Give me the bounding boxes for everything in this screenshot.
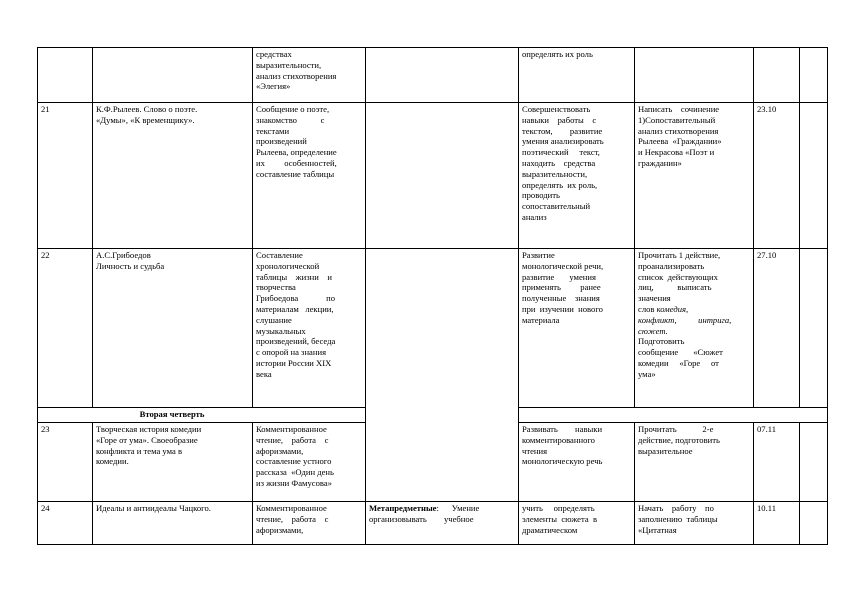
table-cell-content: Составление хронологической таблицы жизни и творчества Грибоедова по материалам лекции, слушание музыкальных произведений, беседа с опорой на знания истории России XIX века <box>256 250 336 379</box>
table-rule-bottom <box>37 544 828 545</box>
table-rule <box>37 501 828 502</box>
table-col-rule <box>799 47 800 407</box>
homework-prefix: слов <box>638 303 657 314</box>
table-rule-left <box>37 47 38 545</box>
table-cell-content: средствах выразительности, анализ стихотворения «Элегия» <box>256 49 337 92</box>
table-col-rule <box>518 47 519 545</box>
table-cell-number: 22 <box>41 250 50 260</box>
table-cell-homework: Написать сочинение 1)Сопоставительный анализ стихотворения Рылеева «Граждании» и Некрасова «Поэт и гражданин» <box>638 104 722 168</box>
table-col-rule <box>252 422 253 545</box>
table-cell-personal: Развивать навыки комментированного чтения монологическую речь <box>522 424 603 467</box>
table-cell-personal: Совершенствовать навыки работы с текстом, развитие умения анализировать поэтический текст, находить средства выразительности, определять их роль, проводить сопоставительный анализ <box>522 104 604 222</box>
table-col-rule <box>799 422 800 545</box>
table-cell-homework: Прочитать 2-е действие, подготовить выразительное <box>638 424 720 456</box>
table-rule <box>37 102 828 103</box>
table-cell-personal: Развитие монологической речи, развитие умения применять ранее полученные знания при изучении нового материала <box>522 250 604 325</box>
table-cell-date: 07.11 <box>757 424 777 434</box>
table-cell-content: Сообщение о поэте, знакомство с текстами произведений Рылеева, определение их особенностей, составление таблицы <box>256 104 337 179</box>
table-cell-topic: Идеалы и антиидеалы Чацкого. <box>96 503 211 513</box>
homework-term: сюжет. <box>638 325 668 336</box>
table-cell-number: 21 <box>41 104 50 114</box>
table-cell-homework <box>638 250 751 380</box>
section-header: Вторая четверть <box>139 409 205 419</box>
table-cell-topic: К.Ф.Рылеев. Слово о поэте. «Думы», «К временщику». <box>96 104 198 125</box>
homework-term: комедия, <box>656 303 689 314</box>
table-col-rule <box>753 47 754 407</box>
homework-line: проанализировать <box>638 260 705 271</box>
homework-line: список действующих <box>638 271 718 282</box>
table-col-rule <box>92 47 93 407</box>
table-col-rule <box>634 47 635 407</box>
table-cell-content: Комментированное чтение, работа с афоризмами, <box>256 503 329 535</box>
table-rule <box>37 407 366 408</box>
table-cell-personal: учить определять элементы сюжета в драматическом <box>522 503 598 535</box>
table-rule <box>519 407 828 408</box>
table-col-rule <box>252 47 253 407</box>
table-cell-date: 27.10 <box>757 250 777 260</box>
metasubject-text: : Умение организовывать учебное <box>369 503 480 524</box>
homework-term: конфликт, интрига, <box>638 314 732 325</box>
table-rule-top <box>37 47 828 48</box>
homework-line: значения <box>638 293 671 304</box>
table-cell-homework: Начать работу по заполнению таблицы «Цитатная <box>638 503 718 535</box>
homework-line: Прочитать 1 действие, <box>638 250 721 260</box>
table-col-rule <box>634 422 635 545</box>
table-cell-content: Комментированное чтение, работа с афоризмами, составление устного рассказа «Один день из жизни Фамусова» <box>256 424 334 488</box>
table-cell-metasubject <box>369 503 515 525</box>
table-col-rule <box>753 422 754 545</box>
table-col-rule <box>365 47 366 545</box>
table-cell-topic: А.С.Грибоедов Личность и судьба <box>96 250 165 271</box>
table-col-rule <box>92 422 93 545</box>
table-cell-date: 23.10 <box>757 104 777 114</box>
table-rule <box>37 248 828 249</box>
metasubject-label: Метапредметные <box>369 503 437 513</box>
table-rule <box>519 422 828 423</box>
table-cell-date: 10.11 <box>757 503 777 513</box>
table-cell-number: 23 <box>41 424 50 434</box>
table-cell-topic: Творческая история комедии «Горе от ума». Своеобразие конфликта и тема ума в комедии. <box>96 424 202 467</box>
table-rule-right <box>827 47 828 545</box>
table-cell-personal: определять их роль <box>522 49 593 59</box>
homework-line: Подготовить сообщение «Сюжет комедии «Горе от ума» <box>638 336 723 379</box>
table-rule <box>37 422 366 423</box>
homework-line <box>638 304 751 315</box>
homework-line: лиц, выписать <box>638 282 712 293</box>
table-cell-number: 24 <box>41 503 50 513</box>
